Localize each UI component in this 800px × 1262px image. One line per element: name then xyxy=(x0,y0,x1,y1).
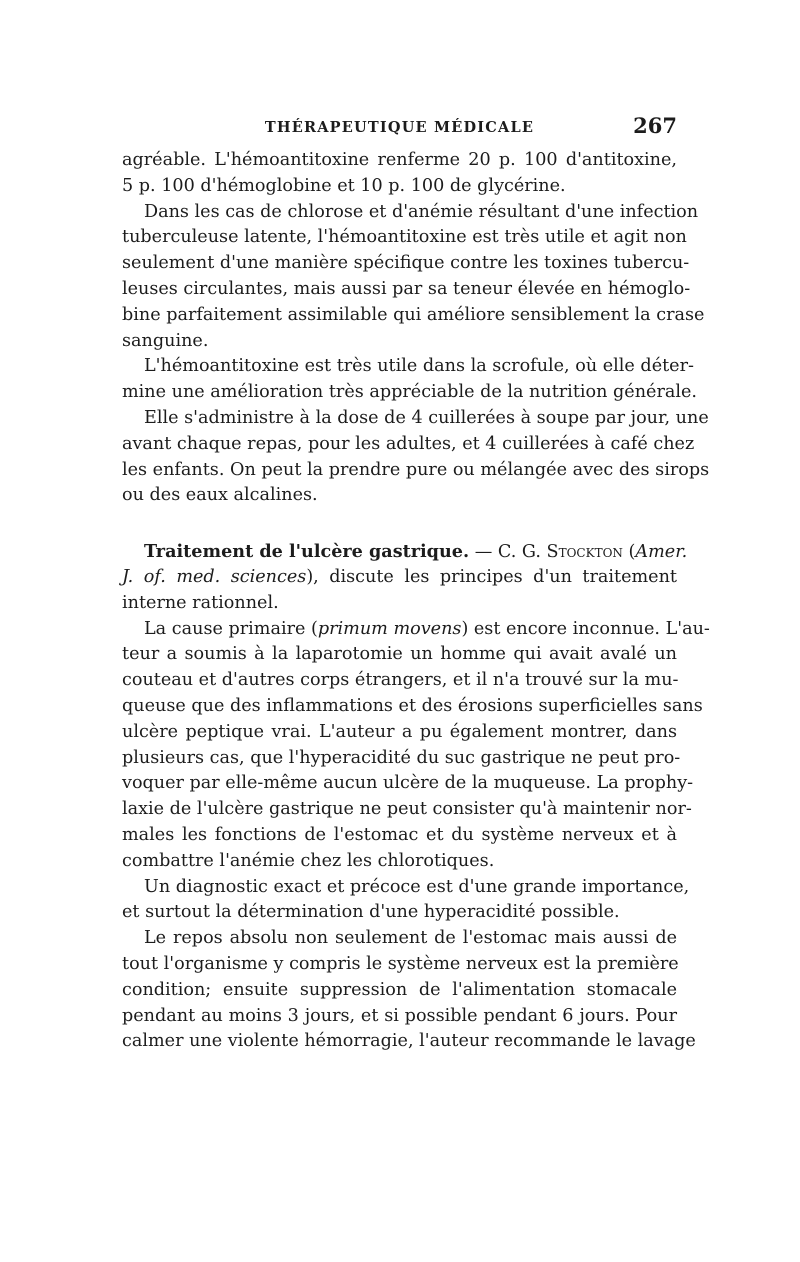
text-run: ), discute les principes d'un traitement xyxy=(306,566,677,587)
text-line: plusieurs cas, que l'hyperacidité du suc gastrique ne peut pro- xyxy=(122,747,681,768)
text-line: seulement d'une manière spécifique contre les toxines tubercu- xyxy=(122,253,690,274)
text-line: et surtout la détermination d'une hyperacidité possible. xyxy=(122,902,620,923)
latin-phrase: primum movens xyxy=(317,618,462,639)
text-line: combattre l'anémie chez les chlorotiques. xyxy=(122,850,495,871)
author-name: Stockton xyxy=(546,542,623,563)
journal-name: J. of. med. sciences xyxy=(122,566,307,587)
text-line: tuberculeuse latente, l'hémoantitoxine est très utile et agit non xyxy=(122,227,687,248)
section-heading-block xyxy=(122,539,688,616)
section-heading-line xyxy=(122,539,688,565)
text-line: calmer une violente hémorragie, l'auteur recommande le lavage xyxy=(122,1031,696,1052)
text-line: laxie de l'ulcère gastrique ne peut consister qu'à maintenir nor- xyxy=(122,799,692,820)
text-line: Un diagnostic exact et précoce est d'une grande importance, xyxy=(144,876,690,897)
body-text xyxy=(122,148,710,1055)
paren-open: ( xyxy=(622,542,636,563)
text-line: Dans les cas de chlorose et d'anémie résultant d'une infection xyxy=(144,201,699,222)
paragraph-6 xyxy=(122,875,690,927)
page-header xyxy=(122,113,677,143)
text-line: ulcère peptique vrai. L'auteur a pu également montrer, dans xyxy=(122,721,677,742)
text-line: teur a soumis à la laparotomie un homme qui avait avalé un xyxy=(122,644,677,665)
text-run: La cause primaire ( xyxy=(144,618,318,639)
text-line: les enfants. On peut la prendre pure ou mélangée avec des sirops xyxy=(122,459,710,480)
text-line: bine parfaitement assimilable qui améliore sensiblement la crase xyxy=(122,304,705,325)
text-line: condition; ensuite suppression de l'alimentation stomacale xyxy=(122,979,677,1000)
text-line: couteau et d'autres corps étrangers, et il n'a trouvé sur la mu- xyxy=(122,670,679,691)
text-line: queuse que des inflammations et des érosions superficielles sans xyxy=(122,695,703,716)
section-title: Traitement de l'ulcère gastrique. xyxy=(144,541,470,563)
paragraph-2 xyxy=(122,200,705,355)
paragraph-5 xyxy=(122,617,710,875)
text-line: 5 p. 100 d'hémoglobine et 10 p. 100 de glycérine. xyxy=(122,175,566,196)
paragraph-3 xyxy=(122,354,697,406)
text-line: sanguine. xyxy=(122,330,209,351)
paragraph-7 xyxy=(122,926,696,1055)
text-line: tout l'organisme y compris le système nerveux est la première xyxy=(122,953,679,974)
text-line: voquer par elle-même aucun ulcère de la muqueuse. La prophy- xyxy=(122,773,694,794)
author-dash: — C. G. xyxy=(469,542,547,563)
paragraph-1 xyxy=(122,148,677,200)
text-line: leuses circulantes, mais aussi par sa teneur élevée en hémoglo- xyxy=(122,278,691,299)
text-line: pendant au moins 3 jours, et si possible pendant 6 jours. Pour xyxy=(122,1005,677,1026)
page-number: 267 xyxy=(633,113,677,138)
text-line: ou des eaux alcalines. xyxy=(122,485,318,506)
paragraph-4 xyxy=(122,406,710,509)
text-line: Elle s'administre à la dose de 4 cuillerées à soupe par jour, une xyxy=(144,407,709,428)
text-line xyxy=(122,617,710,643)
text-line: avant chaque repas, pour les adultes, et 4 cuillerées à café chez xyxy=(122,433,695,454)
text-line xyxy=(122,565,677,591)
text-line: mine une amélioration très appréciable de la nutrition générale. xyxy=(122,382,697,403)
text-line: interne rationnel. xyxy=(122,592,279,613)
running-title: THÉRAPEUTIQUE MÉDICALE xyxy=(264,119,535,136)
text-line: Le repos absolu non seulement de l'estomac mais aussi de xyxy=(144,928,677,949)
text-run: ) est encore inconnue. L'au- xyxy=(461,618,710,639)
text-line: males les fonctions de l'estomac et du système nerveux et à xyxy=(122,824,677,845)
section-spacer xyxy=(122,509,677,539)
text-line: L'hémoantitoxine est très utile dans la scrofule, où elle déter- xyxy=(144,356,694,377)
text-line: agréable. L'hémoantitoxine renferme 20 p. 100 d'antitoxine, xyxy=(122,150,677,170)
journal-abbrev: Amer. xyxy=(635,542,688,563)
